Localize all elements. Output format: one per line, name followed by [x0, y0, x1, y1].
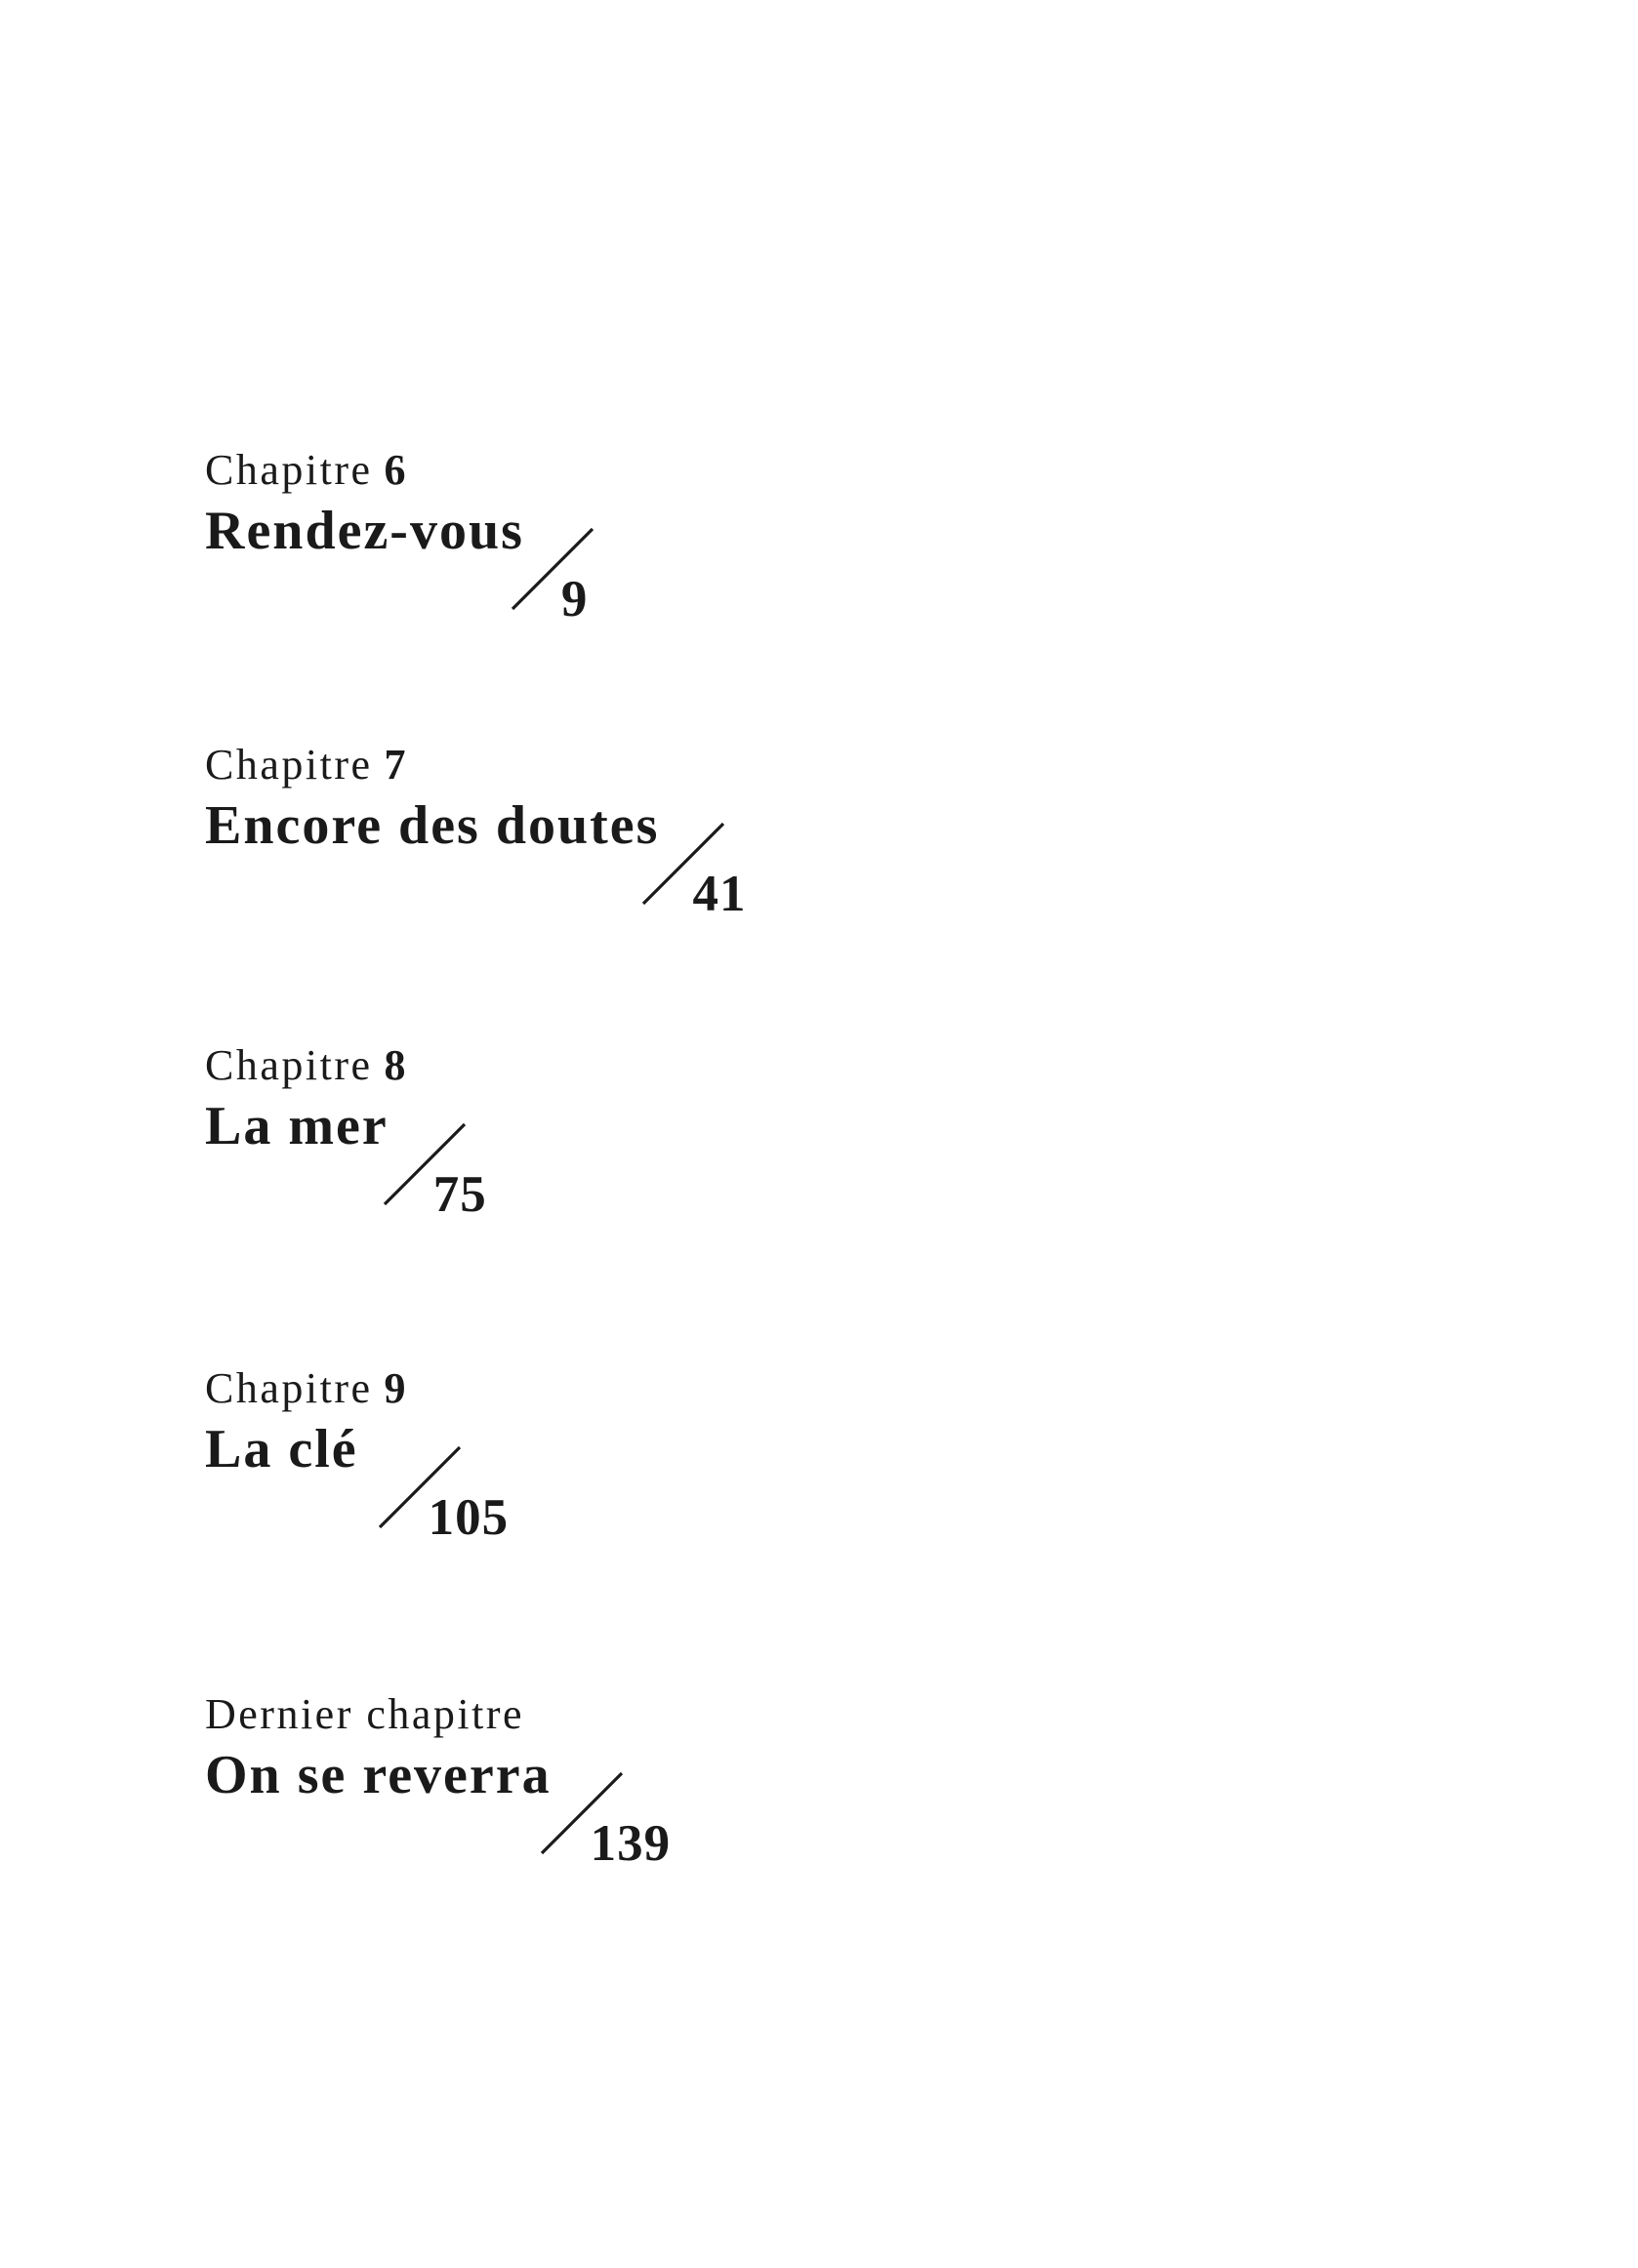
chapter-label: Chapitre — [205, 1364, 373, 1412]
chapter-title-line — [205, 795, 747, 922]
page-number: 105 — [428, 1489, 510, 1546]
chapter-heading — [205, 1364, 406, 1412]
chapter-number: 9 — [384, 1364, 406, 1412]
chapter-number: 7 — [384, 741, 406, 789]
chapter-title: La mer — [205, 1096, 389, 1156]
toc-entry — [205, 446, 589, 628]
chapter-number: 8 — [384, 1041, 406, 1089]
toc-entry — [205, 741, 747, 922]
chapter-title: Encore des doutes — [205, 795, 660, 856]
chapter-title: On se reverra — [205, 1745, 552, 1805]
chapter-title-line — [205, 501, 589, 628]
chapter-number: 6 — [384, 446, 406, 494]
toc-entry — [205, 1364, 510, 1546]
chapter-label: Chapitre — [205, 741, 373, 789]
chapter-label: Dernier chapitre — [205, 1690, 525, 1738]
chapter-title-line — [205, 1096, 487, 1223]
toc-entry — [205, 1690, 672, 1872]
chapter-label: Chapitre — [205, 1041, 373, 1089]
chapter-title-line — [205, 1419, 510, 1546]
chapter-label: Chapitre — [205, 446, 373, 494]
toc-entry — [205, 1041, 487, 1223]
chapter-heading — [205, 1041, 406, 1089]
page-number: 139 — [590, 1815, 672, 1872]
chapter-title-line — [205, 1745, 672, 1872]
page-number: 75 — [432, 1166, 487, 1223]
page-number: 9 — [560, 571, 589, 628]
chapter-title: La clé — [205, 1419, 358, 1479]
chapter-heading — [205, 1690, 553, 1738]
chapter-title: Rendez-vous — [205, 501, 524, 561]
chapter-heading — [205, 741, 655, 789]
chapter-heading — [205, 446, 524, 494]
page-number: 41 — [692, 866, 747, 922]
